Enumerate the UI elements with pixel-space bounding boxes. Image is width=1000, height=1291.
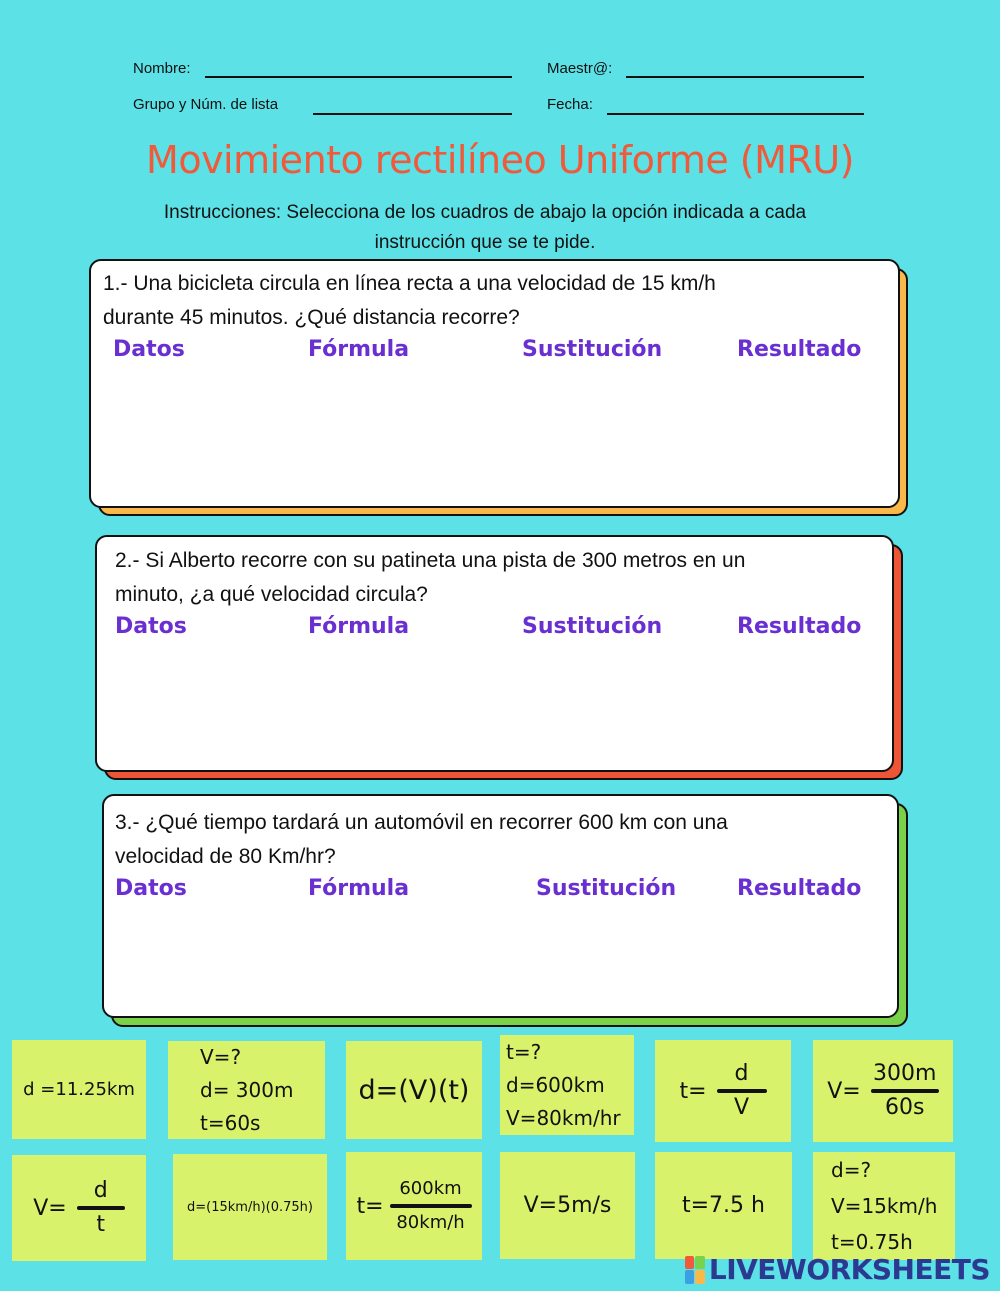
- tile-line: t=0.75h: [831, 1230, 913, 1254]
- page-title: Movimiento rectilíneo Uniforme (MRU): [146, 138, 854, 182]
- fraction-numerator: 300m: [873, 1061, 937, 1086]
- question-card-1: [89, 259, 900, 508]
- logo-text: LIVEWORKSHEETS: [708, 1253, 990, 1286]
- fraction-denominator: 80km/h: [396, 1212, 465, 1233]
- logo-badge-icon: [685, 1256, 705, 1284]
- column-resultado: Resultado: [737, 876, 862, 901]
- answer-tile-data-1[interactable]: [813, 1152, 955, 1260]
- tile-line: d=600km: [506, 1072, 605, 1097]
- date-field[interactable]: [607, 113, 864, 115]
- question-2-line-2: minuto, ¿a qué velocidad circula?: [115, 583, 428, 606]
- fraction-denominator: 60s: [885, 1095, 925, 1120]
- name-field[interactable]: [205, 76, 512, 78]
- tile-line: V=15km/h: [831, 1194, 938, 1218]
- column-formula: Fórmula: [308, 614, 410, 639]
- answer-tile-substitution-distance[interactable]: [173, 1154, 327, 1260]
- question-card-2: [95, 535, 894, 772]
- date-label: Fecha:: [547, 96, 593, 113]
- answer-tile-substitution-time[interactable]: [346, 1152, 482, 1260]
- tile-line: t=60s: [200, 1110, 261, 1135]
- fraction-numerator: d: [93, 1178, 108, 1203]
- tile-label: t=: [356, 1193, 384, 1219]
- instructions: Instrucciones: Selecciona de los cuadros de abajo la opción indicada a cada instrucción que se te pide.: [163, 202, 807, 253]
- answer-tile-data-2[interactable]: [168, 1041, 325, 1139]
- column-resultado: Resultado: [737, 337, 862, 362]
- fraction-numerator: 600km: [399, 1178, 462, 1199]
- tile-text: d=(15km/h)(0.75h): [187, 1199, 313, 1215]
- column-formula: Fórmula: [308, 337, 410, 362]
- answer-tile-result-distance[interactable]: [12, 1040, 146, 1139]
- tile-line: V=?: [200, 1044, 242, 1069]
- answer-tile-formula-velocity[interactable]: [12, 1155, 146, 1261]
- fraction: [77, 1176, 125, 1240]
- tile-line: d= 300m: [200, 1077, 294, 1102]
- answer-tile-formula-time[interactable]: [655, 1040, 791, 1142]
- tile-line: t=?: [506, 1039, 542, 1064]
- answer-tile-formula-distance[interactable]: [346, 1041, 482, 1139]
- answer-tile-data-3[interactable]: [500, 1035, 634, 1135]
- question-2-line-1: 2.- Si Alberto recorre con su patineta una pista de 300 metros en un: [115, 549, 746, 572]
- fraction-denominator: t: [96, 1212, 106, 1237]
- tile-text: t=7.5 h: [682, 1193, 765, 1218]
- column-datos: Datos: [113, 337, 185, 362]
- column-resultado: Resultado: [737, 614, 862, 639]
- column-formula: Fórmula: [308, 876, 410, 901]
- column-sustitucion: Sustitución: [522, 337, 663, 362]
- liveworksheets-logo: [685, 1253, 990, 1286]
- teacher-field[interactable]: [626, 76, 864, 78]
- fraction-denominator: V: [734, 1095, 750, 1120]
- tile-line: V=80km/hr: [506, 1105, 621, 1130]
- tile-label: V=: [33, 1195, 67, 1221]
- tile-line: d=?: [831, 1158, 872, 1182]
- question-1-line-2: durante 45 minutos. ¿Qué distancia recorre?: [103, 306, 520, 329]
- column-sustitucion: Sustitución: [536, 876, 677, 901]
- answer-tile-substitution-velocity[interactable]: [813, 1040, 953, 1142]
- fraction: [390, 1174, 472, 1238]
- group-label: Grupo y Núm. de lista: [133, 96, 279, 113]
- tile-label: V=: [827, 1078, 861, 1104]
- column-datos: Datos: [115, 614, 187, 639]
- tile-text: V=5m/s: [523, 1193, 612, 1218]
- tile-text: d =11.25km: [23, 1079, 135, 1100]
- column-datos: Datos: [115, 876, 187, 901]
- answer-tile-result-time[interactable]: [655, 1152, 792, 1259]
- question-card-3: [102, 794, 899, 1018]
- fraction: [717, 1059, 767, 1123]
- group-field[interactable]: [313, 113, 512, 115]
- tile-text: d=(V)(t): [358, 1074, 470, 1106]
- teacher-label: Maestr@:: [547, 60, 613, 77]
- answer-tile-result-velocity[interactable]: [500, 1152, 635, 1259]
- question-3-line-2: velocidad de 80 Km/hr?: [115, 845, 336, 868]
- tile-label: t=: [679, 1078, 707, 1104]
- fraction: [871, 1059, 939, 1123]
- question-3-line-1: 3.- ¿Qué tiempo tardará un automóvil en recorrer 600 km con una: [115, 811, 728, 834]
- column-sustitucion: Sustitución: [522, 614, 663, 639]
- name-label: Nombre:: [133, 60, 191, 77]
- question-1-line-1: 1.- Una bicicleta circula en línea recta a una velocidad de 15 km/h: [103, 272, 716, 295]
- fraction-numerator: d: [734, 1061, 749, 1086]
